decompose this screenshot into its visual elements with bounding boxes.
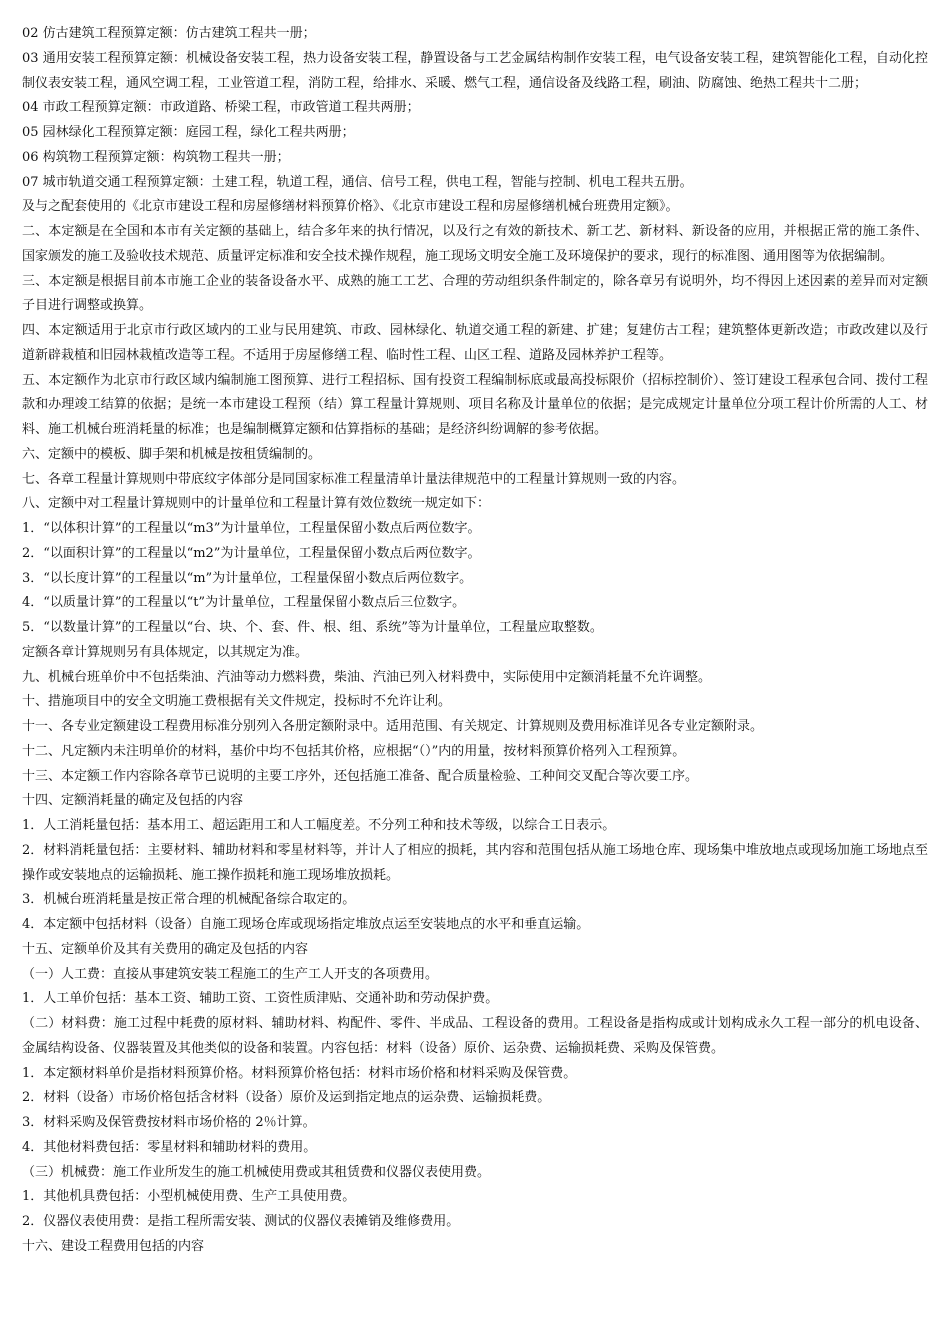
document-body	[22, 22, 928, 1260]
paragraph: 3．“以长度计算”的工程量以“m”为计量单位，工程量保留小数点后两位数字。	[22, 570, 473, 586]
paragraph: 十一、各专业定额建设工程费用标准分别列入各册定额附录中。适用范围、有关规定、计算规则及费用标准详见各专业定额附录。	[22, 719, 764, 734]
paragraph: 4．本定额中包括材料（设备）自施工现场仓库或现场指定堆放点运至安装地点的水平和垂直运输。	[22, 917, 590, 932]
paragraph: 六、定额中的模板、脚手架和机械是按租赁编制的。	[22, 446, 322, 462]
paragraph: 及与之配套使用的《北京市建设工程和房屋修缮材料预算价格》、《北京市建设工程和房屋修缮机械台班费用定额》。	[22, 199, 679, 215]
paragraph: 4．其他材料费包括：零星材料和辅助材料的费用。	[22, 1139, 317, 1155]
paragraph: 五、本定额作为北京市行政区域内编制施工图预算、进行工程招标、国有投资工程编制标底或最高投标限价（招标控制价）、签订建设工程承包合同、拨付工程款和办理竣工结算的依据；是统一本市建设工程预（结）算工程量计算规则、项目名称及计量单位的依据；是完成规定计量单位分项工程计价所需的人工、材料、施工机械台班消耗量的标准；也是编制概算定额和估算指标的基础；是经济纠纷调解的参考依据。	[22, 372, 928, 437]
paragraph: 1．本定额材料单价是指材料预算价格。材料预算价格包括：材料市场价格和材料采购及保管费。	[22, 1065, 577, 1081]
paragraph: 1．人工单价包括：基本工资、辅助工资、工资性质津贴、交通补助和劳动保护费。	[22, 991, 499, 1007]
paragraph: 九、机械台班单价中不包括柴油、汽油等动力燃料费，柴油、汽油已列入材料费中，实际使用中定额消耗量不允许调整。	[22, 669, 712, 685]
paragraph: 十五、定额单价及其有关费用的确定及包括的内容	[22, 941, 309, 957]
paragraph: 十三、本定额工作内容除各章节已说明的主要工序外，还包括施工准备、配合质量检验、工种间交叉配合等次要工序。	[22, 768, 699, 784]
paragraph: （三）机械费：施工作业所发生的施工机械使用费或其租赁费和仪器仪表使用费。	[22, 1164, 491, 1180]
paragraph: 4．“以质量计算”的工程量以“t”为计量单位，工程量保留小数点后三位数字。	[22, 595, 466, 611]
paragraph: 七、各章工程量计算规则中带底纹字体部分是同国家标准工程量清单计量法律规范中的工程量计算规则一致的内容。	[22, 471, 686, 487]
paragraph: 十六、建设工程费用包括的内容	[22, 1238, 205, 1254]
paragraph: 1．人工消耗量包括：基本用工、超运距用工和人工幅度差。不分列工种和技术等级，以综合工日表示。	[22, 818, 616, 833]
paragraph: 05 园林绿化工程预算定额：庭园工程，绿化工程共两册；	[22, 125, 355, 140]
paragraph: 3．机械台班消耗量是按正常合理的机械配备综合取定的。	[22, 892, 356, 908]
paragraph: （一）人工费：直接从事建筑安装工程施工的生产工人开支的各项费用。	[22, 966, 439, 982]
paragraph: 06 构筑物工程预算定额：构筑物工程共一册；	[22, 149, 290, 165]
paragraph: 三、本定额是根据目前本市施工企业的装备设备水平、成熟的施工工艺、合理的劳动组织条件制定的，除各章另有说明外，均不得因上述因素的差异而对定额子目进行调整或换算。	[22, 273, 928, 314]
paragraph: 十二、凡定额内未注明单价的材料，基价中均不包括其价格，应根据“（）”内的用量，按材料预算价格列入工程预算。	[22, 743, 686, 759]
paragraph: 四、本定额适用于北京市行政区域内的工业与民用建筑、市政、园林绿化、轨道交通工程的新建、扩建；复建仿古工程；建筑整体更新改造；市政改建以及行道新辟栽植和旧园林栽植改造等工程。不适用于房屋修缮工程、临时性工程、山区工程、道路及园林养护工程等。	[22, 323, 928, 363]
paragraph: 2．材料（设备）市场价格包括含材料（设备）原价及运到指定地点的运杂费、运输损耗费。	[22, 1090, 551, 1106]
paragraph: 5．“以数量计算”的工程量以“台、块、个、套、件、根、组、系统”等为计量单位，工程量应取整数。	[22, 620, 603, 635]
paragraph: 八、定额中对工程量计算规则中的计量单位和工程量计算有效位数统一规定如下：	[22, 496, 491, 512]
paragraph: 十、措施项目中的安全文明施工费根据有关文件规定，投标时不允许让利。	[22, 694, 452, 710]
paragraph: 2．仪器仪表使用费：是指工程所需安装、测试的仪器仪表摊销及维修费用。	[22, 1214, 460, 1229]
paragraph: 定额各章计算规则另有具体规定，以其规定为准。	[22, 644, 309, 660]
paragraph: （二）材料费：施工过程中耗费的原材料、辅助材料、构配件、零件、半成品、工程设备的费用。工程设备是指构成或计划构成永久工程一部分的机电设备、金属结构设备、仪器装置及其他类似的设备和装置。内容包括：材料（设备）原价、运杂费、运输损耗费、采购及保管费。	[22, 1016, 928, 1056]
paragraph: 1．“以体积计算”的工程量以“m3”为计量单位，工程量保留小数点后两位数字。	[22, 521, 481, 536]
paragraph: 1．其他机具费包括：小型机械使用费、生产工具使用费。	[22, 1189, 356, 1205]
paragraph: 3．材料采购及保管费按材料市场价格的 2％计算。	[22, 1115, 316, 1130]
paragraph: 二、本定额是在全国和本市有关定额的基础上，结合多年来的执行情况，以及行之有效的新技术、新工艺、新材料、新设备的应用，并根据正常的施工条件、国家颁发的施工及验收技术规范、质量评定标准和安全技术操作规程，施工现场文明安全施工及环境保护的要求，现行的标准图、通用图等为依据编制。	[22, 224, 928, 264]
paragraph: 04 市政工程预算定额：市政道路、桥梁工程，市政管道工程共两册；	[22, 100, 420, 116]
paragraph: 03 通用安装工程预算定额：机械设备安装工程，热力设备安装工程，静置设备与工艺金属结构制作安装工程，电气设备安装工程，建筑智能化工程，自动化控制仪表安装工程，通风空调工程，工业管道工程，消防工程，给排水、采暖、燃气工程，通信设备及线路工程，刷油、防腐蚀、绝热工程共十二册；	[22, 50, 928, 91]
paragraph: 2．“以面积计算”的工程量以“m2”为计量单位，工程量保留小数点后两位数字。	[22, 545, 481, 561]
paragraph: 07 城市轨道交通工程预算定额：土建工程，轨道工程，通信、信号工程，供电工程，智能与控制、机电工程共五册。	[22, 174, 693, 190]
paragraph: 02 仿古建筑工程预算定额：仿古建筑工程共一册；	[22, 26, 316, 41]
paragraph: 十四、定额消耗量的确定及包括的内容	[22, 793, 244, 809]
paragraph: 2．材料消耗量包括：主要材料、辅助材料和零星材料等，并计人了相应的损耗，其内容和范围包括从施工场地仓库、现场集中堆放地点或现场加施工场地点至操作或安装地点的运输损耗、施工操作损耗和施工现场堆放损耗。	[22, 842, 928, 883]
